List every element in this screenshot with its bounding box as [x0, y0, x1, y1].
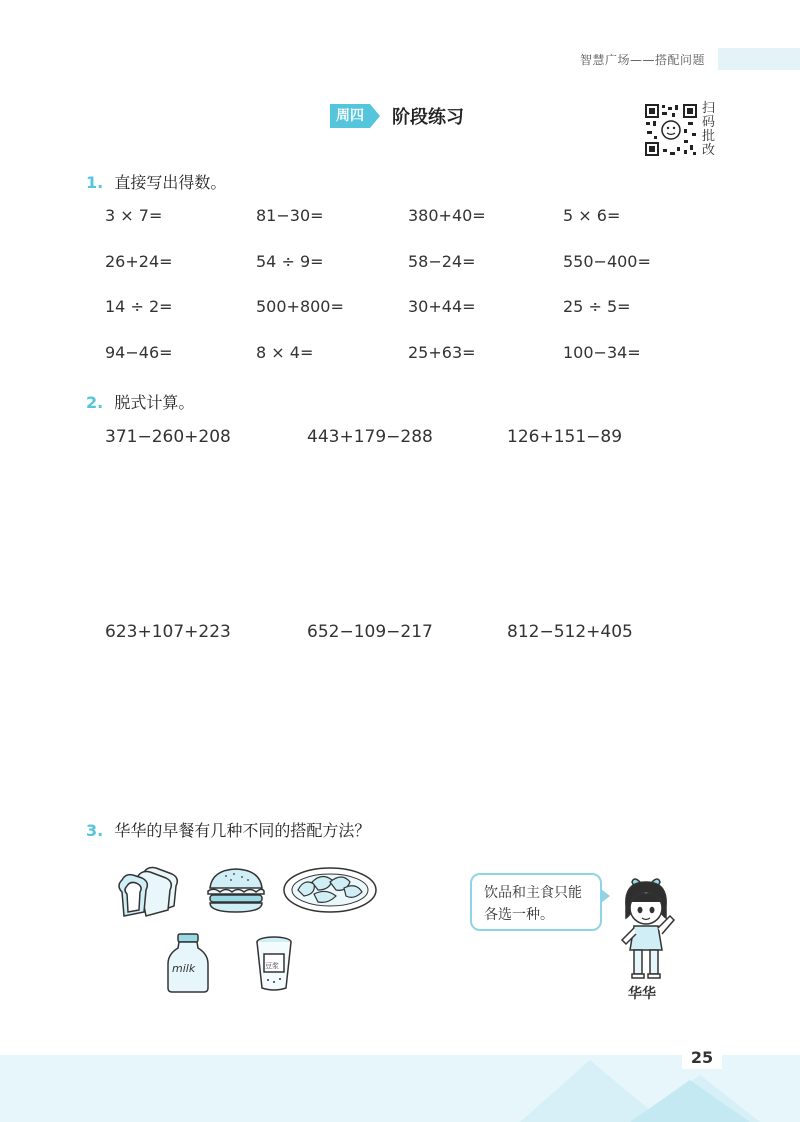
qr-label: 扫码批改 [702, 101, 716, 158]
expression-item: 623+107+223 [105, 622, 231, 642]
expression-item: 443+179−288 [307, 427, 433, 447]
calc-item: 26+24= [105, 252, 173, 271]
title-text: 阶段练习 [392, 107, 464, 128]
calc-item: 3 × 7= [105, 206, 163, 225]
calc-item: 380+40= [408, 206, 486, 225]
speech-bubble [470, 873, 602, 931]
girl-character-icon [612, 874, 682, 982]
section-header: 智慧广场——搭配问题 [580, 53, 706, 67]
q1-title: 直接写出得数。 [114, 173, 227, 192]
expression-item: 652−109−217 [307, 622, 433, 642]
burger-icon [204, 866, 268, 914]
soy-milk-label: 豆浆 [265, 962, 279, 970]
calc-item: 54 ÷ 9= [256, 252, 324, 271]
q1-number: 1. [86, 173, 104, 192]
calc-item: 25+63= [408, 343, 476, 362]
qr-code-icon[interactable] [644, 103, 698, 157]
soy-milk-cup-icon [254, 934, 294, 992]
header-accent-bar [718, 48, 800, 70]
calc-item: 81−30= [256, 206, 324, 225]
milk-label: milk [172, 962, 196, 975]
q3-heading [86, 818, 370, 841]
q3-title: 华华的早餐有几种不同的搭配方法？ [114, 821, 371, 840]
q3-number: 3. [86, 821, 104, 840]
expression-item: 812−512+405 [507, 622, 633, 642]
milk-bottle-icon [166, 932, 210, 994]
bubble-line: 各选一种。 [484, 907, 554, 923]
calc-item: 5 × 6= [563, 206, 621, 225]
calc-item: 25 ÷ 5= [563, 297, 631, 316]
q2-number: 2. [86, 393, 104, 412]
q2-title: 脱式计算。 [114, 393, 195, 412]
q2-heading [86, 390, 194, 413]
calc-item: 500+800= [256, 297, 344, 316]
calc-item: 14 ÷ 2= [105, 297, 173, 316]
calc-item: 8 × 4= [256, 343, 314, 362]
q1-heading [86, 170, 226, 193]
day-badge: 周四 [330, 104, 370, 128]
bubble-line: 饮品和主食只能 [484, 885, 582, 901]
calc-item: 58−24= [408, 252, 476, 271]
page-title [330, 103, 464, 129]
dumplings-icon [282, 862, 378, 914]
bread-icon [114, 866, 186, 918]
calc-item: 550−400= [563, 252, 651, 271]
calc-item: 30+44= [408, 297, 476, 316]
expression-item: 126+151−89 [507, 427, 623, 447]
footer-mountains-decoration [520, 1040, 800, 1122]
page-number: 25 [682, 1045, 722, 1069]
character-name: 华华 [628, 986, 656, 1002]
expression-item: 371−260+208 [105, 427, 231, 447]
calc-item: 94−46= [105, 343, 173, 362]
calc-item: 100−34= [563, 343, 641, 362]
